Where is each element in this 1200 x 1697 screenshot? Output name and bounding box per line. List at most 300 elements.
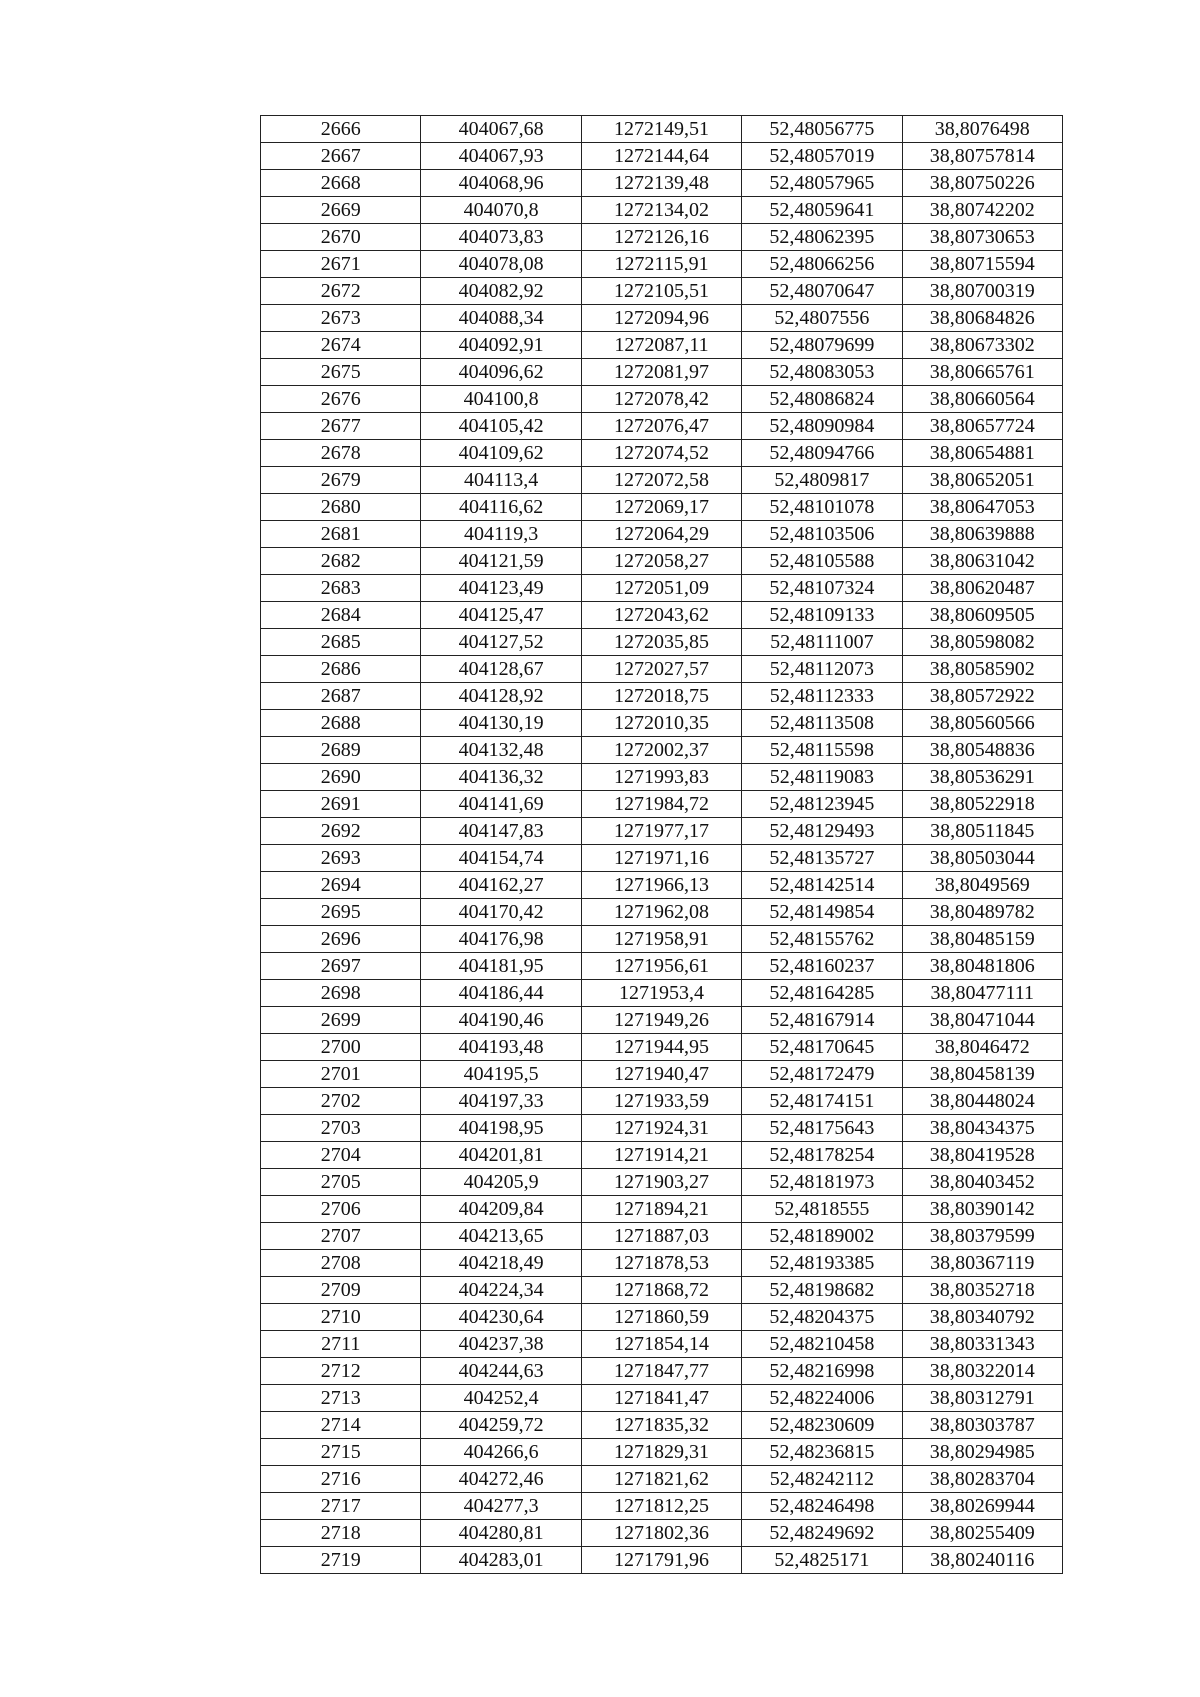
- point-number-cell: 2667: [261, 143, 421, 170]
- latitude-cell: 52,48115598: [742, 737, 902, 764]
- x-coordinate-cell: 404125,47: [421, 602, 581, 629]
- y-coordinate-cell: 1272094,96: [581, 305, 741, 332]
- y-coordinate-cell: 1272069,17: [581, 494, 741, 521]
- table-row: [261, 1115, 1063, 1142]
- table-row: [261, 359, 1063, 386]
- y-coordinate-cell: 1272010,35: [581, 710, 741, 737]
- x-coordinate-cell: 404244,63: [421, 1358, 581, 1385]
- point-number-cell: 2696: [261, 926, 421, 953]
- table-row: [261, 926, 1063, 953]
- table-row: [261, 1331, 1063, 1358]
- table-row: [261, 953, 1063, 980]
- point-number-cell: 2719: [261, 1547, 421, 1574]
- latitude-cell: 52,48170645: [742, 1034, 902, 1061]
- table-row: [261, 332, 1063, 359]
- y-coordinate-cell: 1271984,72: [581, 791, 741, 818]
- longitude-cell: 38,80598082: [902, 629, 1062, 656]
- point-number-cell: 2715: [261, 1439, 421, 1466]
- table-row: [261, 1169, 1063, 1196]
- latitude-cell: 52,48172479: [742, 1061, 902, 1088]
- table-row: [261, 1493, 1063, 1520]
- latitude-cell: 52,48249692: [742, 1520, 902, 1547]
- latitude-cell: 52,48129493: [742, 818, 902, 845]
- point-number-cell: 2690: [261, 764, 421, 791]
- longitude-cell: 38,80700319: [902, 278, 1062, 305]
- longitude-cell: 38,80255409: [902, 1520, 1062, 1547]
- y-coordinate-cell: 1272018,75: [581, 683, 741, 710]
- longitude-cell: 38,80419528: [902, 1142, 1062, 1169]
- latitude-cell: 52,48230609: [742, 1412, 902, 1439]
- table-row: [261, 1439, 1063, 1466]
- longitude-cell: 38,80322014: [902, 1358, 1062, 1385]
- point-number-cell: 2677: [261, 413, 421, 440]
- longitude-cell: 38,80485159: [902, 926, 1062, 953]
- point-number-cell: 2716: [261, 1466, 421, 1493]
- y-coordinate-cell: 1272087,11: [581, 332, 741, 359]
- latitude-cell: 52,48181973: [742, 1169, 902, 1196]
- longitude-cell: 38,80294985: [902, 1439, 1062, 1466]
- longitude-cell: 38,80489782: [902, 899, 1062, 926]
- x-coordinate-cell: 404224,34: [421, 1277, 581, 1304]
- y-coordinate-cell: 1272115,91: [581, 251, 741, 278]
- longitude-cell: 38,80481806: [902, 953, 1062, 980]
- point-number-cell: 2717: [261, 1493, 421, 1520]
- longitude-cell: 38,80673302: [902, 332, 1062, 359]
- point-number-cell: 2689: [261, 737, 421, 764]
- x-coordinate-cell: 404128,67: [421, 656, 581, 683]
- point-number-cell: 2701: [261, 1061, 421, 1088]
- point-number-cell: 2705: [261, 1169, 421, 1196]
- point-number-cell: 2712: [261, 1358, 421, 1385]
- x-coordinate-cell: 404070,8: [421, 197, 581, 224]
- y-coordinate-cell: 1272043,62: [581, 602, 741, 629]
- table-row: [261, 818, 1063, 845]
- latitude-cell: 52,48142514: [742, 872, 902, 899]
- x-coordinate-cell: 404128,92: [421, 683, 581, 710]
- longitude-cell: 38,80730653: [902, 224, 1062, 251]
- longitude-cell: 38,80548836: [902, 737, 1062, 764]
- point-number-cell: 2668: [261, 170, 421, 197]
- latitude-cell: 52,48175643: [742, 1115, 902, 1142]
- x-coordinate-cell: 404123,49: [421, 575, 581, 602]
- latitude-cell: 52,48204375: [742, 1304, 902, 1331]
- table-row: [261, 440, 1063, 467]
- x-coordinate-cell: 404277,3: [421, 1493, 581, 1520]
- point-number-cell: 2711: [261, 1331, 421, 1358]
- y-coordinate-cell: 1272072,58: [581, 467, 741, 494]
- y-coordinate-cell: 1271887,03: [581, 1223, 741, 1250]
- latitude-cell: 52,4818555: [742, 1196, 902, 1223]
- point-number-cell: 2702: [261, 1088, 421, 1115]
- x-coordinate-cell: 404132,48: [421, 737, 581, 764]
- longitude-cell: 38,80331343: [902, 1331, 1062, 1358]
- y-coordinate-cell: 1272051,09: [581, 575, 741, 602]
- table-row: [261, 710, 1063, 737]
- point-number-cell: 2695: [261, 899, 421, 926]
- x-coordinate-cell: 404198,95: [421, 1115, 581, 1142]
- latitude-cell: 52,48086824: [742, 386, 902, 413]
- longitude-cell: 38,8076498: [902, 116, 1062, 143]
- longitude-cell: 38,80657724: [902, 413, 1062, 440]
- point-number-cell: 2671: [261, 251, 421, 278]
- longitude-cell: 38,80654881: [902, 440, 1062, 467]
- x-coordinate-cell: 404283,01: [421, 1547, 581, 1574]
- point-number-cell: 2678: [261, 440, 421, 467]
- table-row: [261, 683, 1063, 710]
- point-number-cell: 2710: [261, 1304, 421, 1331]
- x-coordinate-cell: 404197,33: [421, 1088, 581, 1115]
- x-coordinate-cell: 404136,32: [421, 764, 581, 791]
- longitude-cell: 38,80757814: [902, 143, 1062, 170]
- latitude-cell: 52,4807556: [742, 305, 902, 332]
- y-coordinate-cell: 1271847,77: [581, 1358, 741, 1385]
- point-number-cell: 2684: [261, 602, 421, 629]
- y-coordinate-cell: 1271802,36: [581, 1520, 741, 1547]
- latitude-cell: 52,48083053: [742, 359, 902, 386]
- latitude-cell: 52,48103506: [742, 521, 902, 548]
- x-coordinate-cell: 404252,4: [421, 1385, 581, 1412]
- x-coordinate-cell: 404105,42: [421, 413, 581, 440]
- longitude-cell: 38,80503044: [902, 845, 1062, 872]
- y-coordinate-cell: 1271903,27: [581, 1169, 741, 1196]
- latitude-cell: 52,48164285: [742, 980, 902, 1007]
- table-row: [261, 791, 1063, 818]
- x-coordinate-cell: 404154,74: [421, 845, 581, 872]
- point-number-cell: 2676: [261, 386, 421, 413]
- latitude-cell: 52,48059641: [742, 197, 902, 224]
- latitude-cell: 52,48070647: [742, 278, 902, 305]
- point-number-cell: 2685: [261, 629, 421, 656]
- latitude-cell: 52,48062395: [742, 224, 902, 251]
- latitude-cell: 52,48112333: [742, 683, 902, 710]
- latitude-cell: 52,48109133: [742, 602, 902, 629]
- x-coordinate-cell: 404181,95: [421, 953, 581, 980]
- table-row: [261, 899, 1063, 926]
- y-coordinate-cell: 1271868,72: [581, 1277, 741, 1304]
- point-number-cell: 2683: [261, 575, 421, 602]
- x-coordinate-cell: 404280,81: [421, 1520, 581, 1547]
- table-row: [261, 764, 1063, 791]
- y-coordinate-cell: 1272139,48: [581, 170, 741, 197]
- latitude-cell: 52,48079699: [742, 332, 902, 359]
- y-coordinate-cell: 1272081,97: [581, 359, 741, 386]
- latitude-cell: 52,48174151: [742, 1088, 902, 1115]
- y-coordinate-cell: 1272058,27: [581, 548, 741, 575]
- point-number-cell: 2713: [261, 1385, 421, 1412]
- longitude-cell: 38,80742202: [902, 197, 1062, 224]
- point-number-cell: 2706: [261, 1196, 421, 1223]
- table-row: [261, 1277, 1063, 1304]
- y-coordinate-cell: 1272027,57: [581, 656, 741, 683]
- latitude-cell: 52,48135727: [742, 845, 902, 872]
- x-coordinate-cell: 404130,19: [421, 710, 581, 737]
- table-row: [261, 278, 1063, 305]
- x-coordinate-cell: 404113,4: [421, 467, 581, 494]
- table-row: [261, 1061, 1063, 1088]
- x-coordinate-cell: 404100,8: [421, 386, 581, 413]
- latitude-cell: 52,48057965: [742, 170, 902, 197]
- table-row: [261, 548, 1063, 575]
- latitude-cell: 52,48193385: [742, 1250, 902, 1277]
- table-row: [261, 656, 1063, 683]
- point-number-cell: 2718: [261, 1520, 421, 1547]
- latitude-cell: 52,48216998: [742, 1358, 902, 1385]
- latitude-cell: 52,4809817: [742, 467, 902, 494]
- y-coordinate-cell: 1271835,32: [581, 1412, 741, 1439]
- latitude-cell: 52,48149854: [742, 899, 902, 926]
- longitude-cell: 38,80647053: [902, 494, 1062, 521]
- y-coordinate-cell: 1271962,08: [581, 899, 741, 926]
- longitude-cell: 38,80340792: [902, 1304, 1062, 1331]
- table-row: [261, 845, 1063, 872]
- latitude-cell: 52,48056775: [742, 116, 902, 143]
- longitude-cell: 38,80269944: [902, 1493, 1062, 1520]
- x-coordinate-cell: 404162,27: [421, 872, 581, 899]
- longitude-cell: 38,80367119: [902, 1250, 1062, 1277]
- table-row: [261, 602, 1063, 629]
- table-row: [261, 251, 1063, 278]
- x-coordinate-cell: 404272,46: [421, 1466, 581, 1493]
- y-coordinate-cell: 1272035,85: [581, 629, 741, 656]
- y-coordinate-cell: 1271791,96: [581, 1547, 741, 1574]
- longitude-cell: 38,80715594: [902, 251, 1062, 278]
- point-number-cell: 2704: [261, 1142, 421, 1169]
- y-coordinate-cell: 1272078,42: [581, 386, 741, 413]
- x-coordinate-cell: 404116,62: [421, 494, 581, 521]
- x-coordinate-cell: 404195,5: [421, 1061, 581, 1088]
- longitude-cell: 38,80750226: [902, 170, 1062, 197]
- latitude-cell: 52,48112073: [742, 656, 902, 683]
- x-coordinate-cell: 404078,08: [421, 251, 581, 278]
- table-row: [261, 143, 1063, 170]
- x-coordinate-cell: 404259,72: [421, 1412, 581, 1439]
- latitude-cell: 52,48119083: [742, 764, 902, 791]
- y-coordinate-cell: 1271821,62: [581, 1466, 741, 1493]
- y-coordinate-cell: 1272002,37: [581, 737, 741, 764]
- x-coordinate-cell: 404190,46: [421, 1007, 581, 1034]
- point-number-cell: 2675: [261, 359, 421, 386]
- x-coordinate-cell: 404141,69: [421, 791, 581, 818]
- point-number-cell: 2714: [261, 1412, 421, 1439]
- table-row: [261, 575, 1063, 602]
- y-coordinate-cell: 1271993,83: [581, 764, 741, 791]
- table-row: [261, 1088, 1063, 1115]
- point-number-cell: 2670: [261, 224, 421, 251]
- longitude-cell: 38,80403452: [902, 1169, 1062, 1196]
- y-coordinate-cell: 1272076,47: [581, 413, 741, 440]
- longitude-cell: 38,80511845: [902, 818, 1062, 845]
- x-coordinate-cell: 404109,62: [421, 440, 581, 467]
- latitude-cell: 52,48123945: [742, 791, 902, 818]
- y-coordinate-cell: 1272064,29: [581, 521, 741, 548]
- y-coordinate-cell: 1271924,31: [581, 1115, 741, 1142]
- longitude-cell: 38,8049569: [902, 872, 1062, 899]
- latitude-cell: 52,48107324: [742, 575, 902, 602]
- longitude-cell: 38,80303787: [902, 1412, 1062, 1439]
- longitude-cell: 38,80631042: [902, 548, 1062, 575]
- latitude-cell: 52,48224006: [742, 1385, 902, 1412]
- longitude-cell: 38,80477111: [902, 980, 1062, 1007]
- longitude-cell: 38,80312791: [902, 1385, 1062, 1412]
- table-row: [261, 1007, 1063, 1034]
- x-coordinate-cell: 404230,64: [421, 1304, 581, 1331]
- x-coordinate-cell: 404209,84: [421, 1196, 581, 1223]
- table-row: [261, 1547, 1063, 1574]
- x-coordinate-cell: 404201,81: [421, 1142, 581, 1169]
- latitude-cell: 52,48246498: [742, 1493, 902, 1520]
- point-number-cell: 2694: [261, 872, 421, 899]
- y-coordinate-cell: 1272144,64: [581, 143, 741, 170]
- table-row: [261, 413, 1063, 440]
- x-coordinate-cell: 404068,96: [421, 170, 581, 197]
- table-row: [261, 521, 1063, 548]
- table-row: [261, 116, 1063, 143]
- longitude-cell: 38,80609505: [902, 602, 1062, 629]
- y-coordinate-cell: 1272074,52: [581, 440, 741, 467]
- latitude-cell: 52,48094766: [742, 440, 902, 467]
- x-coordinate-cell: 404147,83: [421, 818, 581, 845]
- longitude-cell: 38,8046472: [902, 1034, 1062, 1061]
- latitude-cell: 52,48198682: [742, 1277, 902, 1304]
- x-coordinate-cell: 404067,68: [421, 116, 581, 143]
- point-number-cell: 2693: [261, 845, 421, 872]
- x-coordinate-cell: 404176,98: [421, 926, 581, 953]
- x-coordinate-cell: 404170,42: [421, 899, 581, 926]
- y-coordinate-cell: 1272105,51: [581, 278, 741, 305]
- latitude-cell: 52,48167914: [742, 1007, 902, 1034]
- point-number-cell: 2703: [261, 1115, 421, 1142]
- y-coordinate-cell: 1271944,95: [581, 1034, 741, 1061]
- x-coordinate-cell: 404266,6: [421, 1439, 581, 1466]
- longitude-cell: 38,80283704: [902, 1466, 1062, 1493]
- y-coordinate-cell: 1272134,02: [581, 197, 741, 224]
- latitude-cell: 52,48236815: [742, 1439, 902, 1466]
- point-number-cell: 2700: [261, 1034, 421, 1061]
- latitude-cell: 52,48189002: [742, 1223, 902, 1250]
- x-coordinate-cell: 404218,49: [421, 1250, 581, 1277]
- x-coordinate-cell: 404127,52: [421, 629, 581, 656]
- longitude-cell: 38,80684826: [902, 305, 1062, 332]
- latitude-cell: 52,48101078: [742, 494, 902, 521]
- y-coordinate-cell: 1272149,51: [581, 116, 741, 143]
- y-coordinate-cell: 1271949,26: [581, 1007, 741, 1034]
- y-coordinate-cell: 1271956,61: [581, 953, 741, 980]
- table-row: [261, 1520, 1063, 1547]
- y-coordinate-cell: 1271940,47: [581, 1061, 741, 1088]
- longitude-cell: 38,80665761: [902, 359, 1062, 386]
- longitude-cell: 38,80379599: [902, 1223, 1062, 1250]
- point-number-cell: 2692: [261, 818, 421, 845]
- point-number-cell: 2708: [261, 1250, 421, 1277]
- point-number-cell: 2709: [261, 1277, 421, 1304]
- longitude-cell: 38,80434375: [902, 1115, 1062, 1142]
- y-coordinate-cell: 1271854,14: [581, 1331, 741, 1358]
- longitude-cell: 38,80352718: [902, 1277, 1062, 1304]
- latitude-cell: 52,48242112: [742, 1466, 902, 1493]
- x-coordinate-cell: 404073,83: [421, 224, 581, 251]
- latitude-cell: 52,48160237: [742, 953, 902, 980]
- point-number-cell: 2680: [261, 494, 421, 521]
- coordinates-table-body: [261, 116, 1063, 1574]
- y-coordinate-cell: 1271829,31: [581, 1439, 741, 1466]
- table-row: [261, 1196, 1063, 1223]
- point-number-cell: 2697: [261, 953, 421, 980]
- longitude-cell: 38,80458139: [902, 1061, 1062, 1088]
- table-row: [261, 980, 1063, 1007]
- longitude-cell: 38,80620487: [902, 575, 1062, 602]
- table-row: [261, 737, 1063, 764]
- longitude-cell: 38,80652051: [902, 467, 1062, 494]
- longitude-cell: 38,80240116: [902, 1547, 1062, 1574]
- point-number-cell: 2679: [261, 467, 421, 494]
- table-row: [261, 872, 1063, 899]
- y-coordinate-cell: 1271971,16: [581, 845, 741, 872]
- table-row: [261, 305, 1063, 332]
- point-number-cell: 2686: [261, 656, 421, 683]
- y-coordinate-cell: 1271914,21: [581, 1142, 741, 1169]
- x-coordinate-cell: 404092,91: [421, 332, 581, 359]
- latitude-cell: 52,48111007: [742, 629, 902, 656]
- y-coordinate-cell: 1271977,17: [581, 818, 741, 845]
- table-row: [261, 1385, 1063, 1412]
- y-coordinate-cell: 1271958,91: [581, 926, 741, 953]
- y-coordinate-cell: 1271841,47: [581, 1385, 741, 1412]
- x-coordinate-cell: 404213,65: [421, 1223, 581, 1250]
- longitude-cell: 38,80585902: [902, 656, 1062, 683]
- point-number-cell: 2681: [261, 521, 421, 548]
- y-coordinate-cell: 1271812,25: [581, 1493, 741, 1520]
- longitude-cell: 38,80560566: [902, 710, 1062, 737]
- x-coordinate-cell: 404082,92: [421, 278, 581, 305]
- latitude-cell: 52,48178254: [742, 1142, 902, 1169]
- point-number-cell: 2699: [261, 1007, 421, 1034]
- point-number-cell: 2672: [261, 278, 421, 305]
- longitude-cell: 38,80522918: [902, 791, 1062, 818]
- longitude-cell: 38,80572922: [902, 683, 1062, 710]
- longitude-cell: 38,80660564: [902, 386, 1062, 413]
- y-coordinate-cell: 1271860,59: [581, 1304, 741, 1331]
- latitude-cell: 52,48057019: [742, 143, 902, 170]
- latitude-cell: 52,4825171: [742, 1547, 902, 1574]
- table-row: [261, 197, 1063, 224]
- x-coordinate-cell: 404237,38: [421, 1331, 581, 1358]
- x-coordinate-cell: 404193,48: [421, 1034, 581, 1061]
- point-number-cell: 2688: [261, 710, 421, 737]
- y-coordinate-cell: 1271894,21: [581, 1196, 741, 1223]
- y-coordinate-cell: 1271878,53: [581, 1250, 741, 1277]
- latitude-cell: 52,48113508: [742, 710, 902, 737]
- longitude-cell: 38,80536291: [902, 764, 1062, 791]
- table-row: [261, 1304, 1063, 1331]
- point-number-cell: 2707: [261, 1223, 421, 1250]
- x-coordinate-cell: 404067,93: [421, 143, 581, 170]
- table-row: [261, 386, 1063, 413]
- x-coordinate-cell: 404121,59: [421, 548, 581, 575]
- point-number-cell: 2673: [261, 305, 421, 332]
- longitude-cell: 38,80448024: [902, 1088, 1062, 1115]
- latitude-cell: 52,48105588: [742, 548, 902, 575]
- x-coordinate-cell: 404088,34: [421, 305, 581, 332]
- table-row: [261, 1034, 1063, 1061]
- point-number-cell: 2698: [261, 980, 421, 1007]
- latitude-cell: 52,48066256: [742, 251, 902, 278]
- point-number-cell: 2687: [261, 683, 421, 710]
- y-coordinate-cell: 1271966,13: [581, 872, 741, 899]
- latitude-cell: 52,48155762: [742, 926, 902, 953]
- latitude-cell: 52,48090984: [742, 413, 902, 440]
- table-row: [261, 1223, 1063, 1250]
- point-number-cell: 2666: [261, 116, 421, 143]
